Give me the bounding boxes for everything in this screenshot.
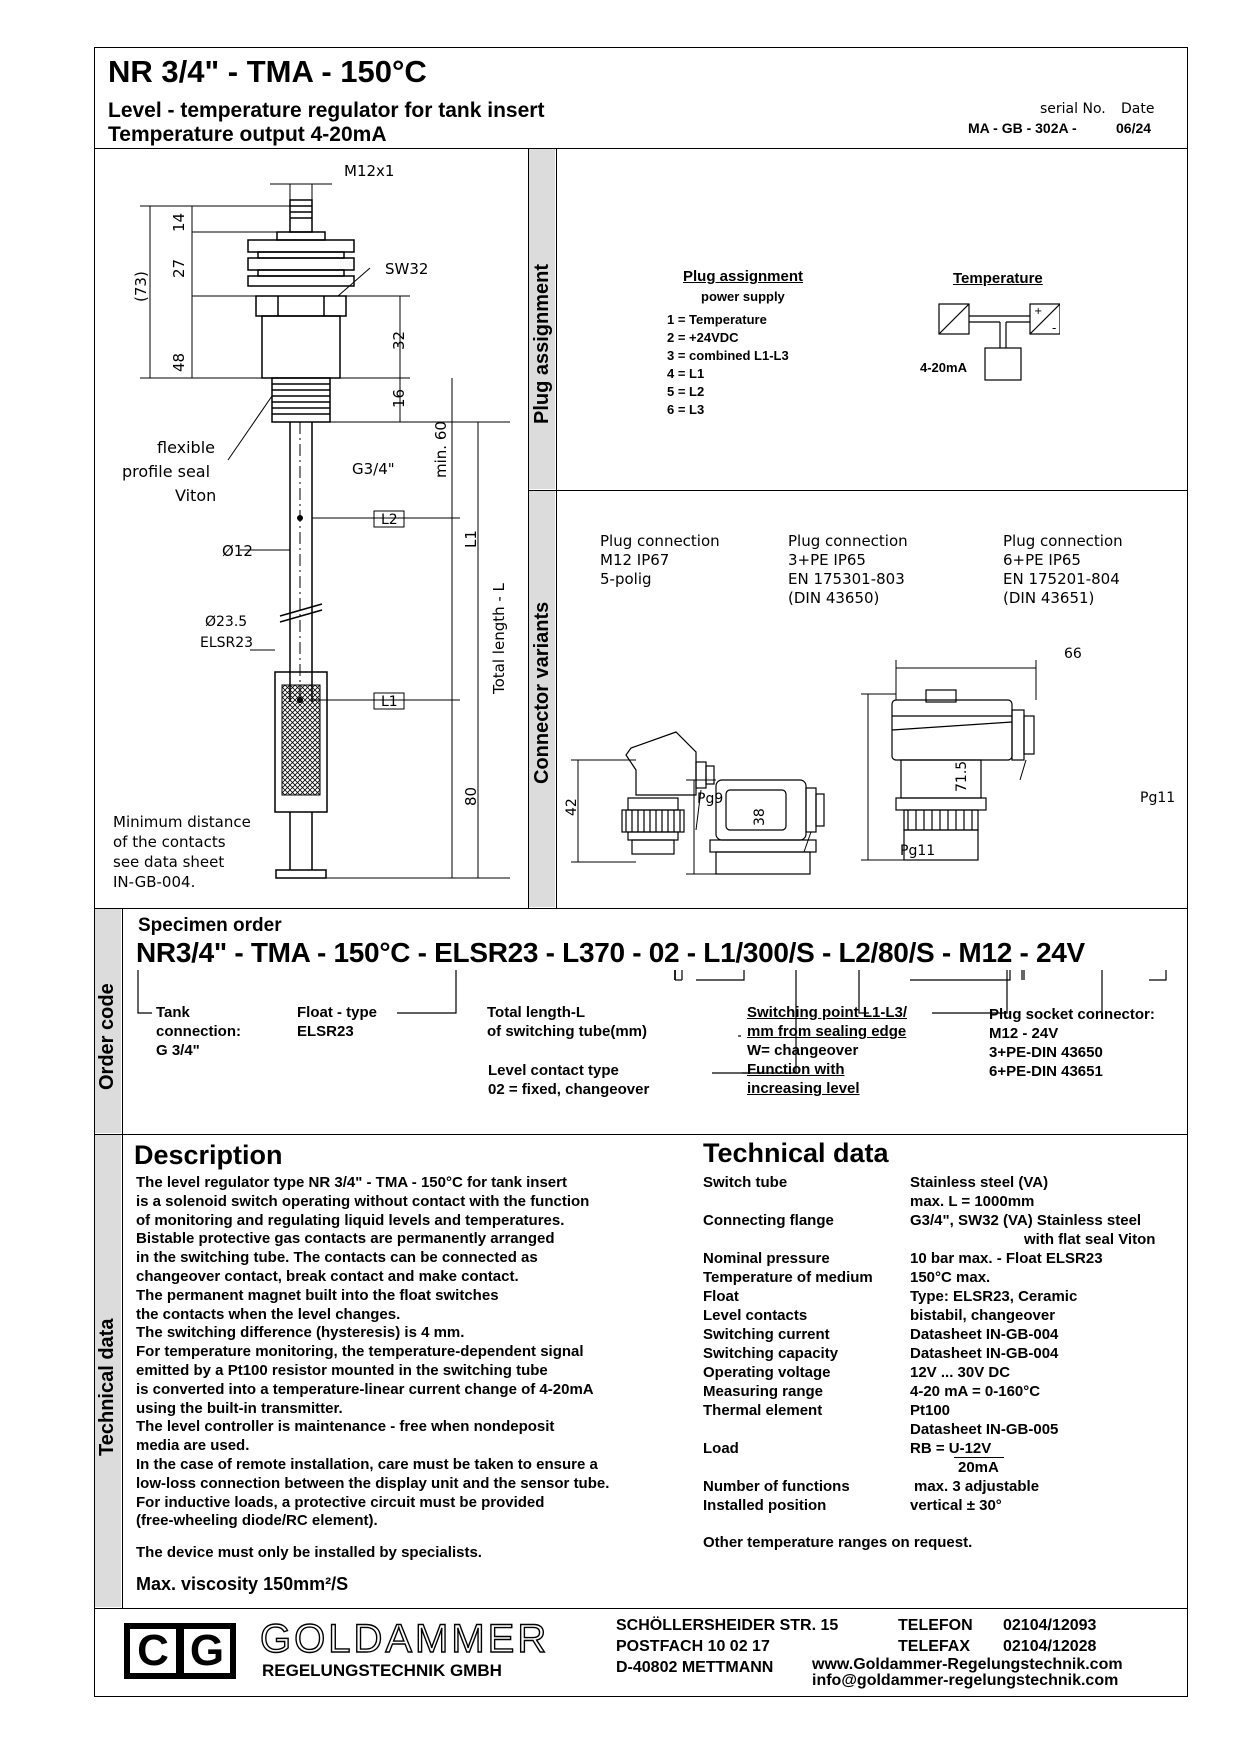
label-d235: Ø23.5 — [205, 614, 248, 630]
dim-14: 14 — [170, 212, 188, 232]
side-label-connector-variants: Connector variants — [531, 601, 553, 784]
total-length-note: Total length-L of switching tube(mm) — [487, 1004, 647, 1040]
address: SCHÖLLERSHEIDER STR. 15 POSTFACH 10 02 17 D-40802 METTMANN — [616, 1617, 839, 1676]
date-label: Date — [1121, 101, 1155, 117]
dim-27: 27 — [170, 258, 188, 278]
label-l1: L1 — [381, 694, 398, 710]
variant-m12-text: Plug connection M12 IP67 5-polig — [600, 532, 720, 588]
other-ranges-note: Other temperature ranges on request. — [703, 1534, 973, 1551]
td-label: Connecting flange — [703, 1212, 834, 1229]
svg-text:+: + — [1034, 306, 1043, 317]
email-link[interactable]: info@goldammer-regelungstechnik.com — [812, 1672, 1119, 1689]
label-elsr23: ELSR23 — [200, 635, 254, 651]
specimen-heading: Specimen order — [138, 915, 282, 936]
plug-socket-note: Plug socket connector: M12 - 24V 3+PE-DIN 43650 6+PE-DIN 43651 — [989, 1006, 1155, 1080]
variant-din43651-text: Plug connection 6+PE IP65 EN 175201-804 (DIN 43651) — [1003, 532, 1123, 607]
td-value: Type: ELSR23, Ceramic — [910, 1288, 1078, 1305]
td-label: Installed position — [703, 1497, 827, 1514]
din43651-width: 66 — [1064, 646, 1082, 662]
svg-text:-: - — [1052, 321, 1057, 335]
variant-din43650-text: Plug connection 3+PE IP65 EN 175301-803 (DIN 43650) — [788, 532, 908, 607]
dim-80: 80 — [462, 786, 480, 806]
td-value: bistabil, changeover — [910, 1307, 1056, 1324]
label-d12: Ø12 — [222, 542, 253, 560]
side-label-order-code: Order code — [96, 983, 118, 1090]
plug-assignment-heading: Plug assignment — [683, 268, 804, 285]
din43651-height: 71.5 — [954, 760, 970, 792]
logo-letter-c: C — [130, 1629, 176, 1673]
regulator-drawing — [0, 0, 530, 908]
td-label: Number of functions — [703, 1478, 850, 1495]
label-l2: L2 — [381, 512, 398, 528]
td-value: 12V ... 30V DC — [910, 1364, 1011, 1381]
td-value-load: RB = U-12V — [910, 1440, 992, 1457]
td-value: Datasheet IN-GB-004 — [910, 1326, 1059, 1343]
logo-letter-g: G — [184, 1629, 230, 1673]
td-value: 10 bar max. - Float ELSR23 — [910, 1250, 1103, 1267]
company-name: GOLDAMMER — [260, 1617, 550, 1661]
dim-73: (73) — [132, 271, 150, 302]
installation-note: The device must only be installed by specialists. — [136, 1544, 482, 1561]
dim-48: 48 — [170, 352, 188, 372]
side-label-plug-assignment: Plug assignment — [531, 263, 553, 424]
td-label: Operating voltage — [703, 1364, 831, 1381]
din43650-height: 38 — [752, 808, 768, 826]
plug-assignment-sub: power supply — [701, 289, 785, 304]
divider — [94, 1134, 1188, 1135]
side-label-technical-data: Technical data — [96, 1318, 118, 1456]
pin-list: 1 = Temperature 2 = +24VDC 3 = combined L1-L3 4 = L1 5 = L2 6 = L3 — [667, 312, 789, 417]
td-label: Nominal pressure — [703, 1250, 830, 1267]
td-label: Switching current — [703, 1326, 830, 1343]
dim-total-length: Total length - L — [490, 583, 508, 694]
website-link[interactable]: www.Goldammer-Regelungstechnik.com — [812, 1656, 1123, 1673]
td-value: max. 3 adjustable — [914, 1478, 1040, 1495]
float-type-note: Float - type ELSR23 — [297, 1004, 378, 1040]
description-text: The level regulator type NR 3/4" - TMA - 150°C for tank insert is a solenoid switch operating without contact with the function of monitoring and regulating liquid levels and temperatures. Bistable protective gas contacts are permanently arranged in the switching tube. The contacts can be connected as changeover contact, break contact and make contact. The permanent magnet built into the float switches the contacts when the level changes. The switching difference (hysteresis) is 4 mm. For temperature monitoring, the temperature-dependent signal emitted by a Pt100 resistor mounted in the switching tube is converted into a temperature-linear current change of 4-20mA using the built-in transmitter. The level controller is maintenance - free when nondeposit media are used. In the case of remote installation, care must be taken to ensure a low-loss connection between the display unit and the sensor tube. For inductive loads, a protective circuit must be provided (free-wheeling diode/RC element). — [136, 1174, 610, 1530]
td-value: max. L = 1000mm — [910, 1193, 1035, 1210]
td-value: Stainless steel (VA) — [910, 1174, 1049, 1191]
dim-l1: L1 — [462, 530, 480, 548]
order-code: NR3/4" - TMA - 150°C - ELSR23 - L370 - 02 - L1/300/S - L2/80/S - M12 - 24V — [136, 937, 1085, 968]
dim-32: 32 — [390, 330, 408, 350]
switching-point-note: Switching point L1-L3/ mm from sealing edge W= changeover Function with increasing level — [747, 1004, 907, 1097]
page-subtitle: Level - temperature regulator for tank insert — [108, 99, 545, 122]
contact-distance-note: Minimum distance of the contacts see data sheet IN-GB-004. — [113, 813, 251, 891]
contact-type-note: Level contact type 02 = fixed, changeover — [488, 1062, 650, 1098]
phone-numbers: 02104/12093 02104/12028 — [1003, 1617, 1097, 1655]
td-value: Datasheet IN-GB-004 — [910, 1345, 1059, 1362]
connector-drawings — [556, 620, 1188, 908]
label-g34: G3/4" — [352, 460, 395, 478]
td-value: Pt100 — [910, 1402, 951, 1419]
date-value: 06/24 — [1116, 120, 1152, 136]
td-label: Load — [703, 1440, 739, 1457]
description-heading: Description — [134, 1140, 283, 1170]
viscosity-note: Max. viscosity 150mm²/S — [136, 1574, 349, 1594]
temperature-heading: Temperature — [953, 270, 1043, 287]
m12-height: 42 — [564, 798, 580, 816]
serial-label: serial No. — [1040, 101, 1106, 117]
td-label: Float — [703, 1288, 739, 1305]
tank-connection-note: Tank connection: G 3/4" — [156, 1004, 241, 1059]
td-value: 150°C max. — [910, 1269, 991, 1286]
td-label: Level contacts — [703, 1307, 808, 1324]
divider — [94, 908, 1188, 909]
label-m12x1: M12x1 — [344, 162, 395, 180]
din43650-pg: Pg11 — [900, 843, 936, 859]
din43651-pg: Pg11 — [1140, 790, 1176, 806]
divider — [94, 1608, 1188, 1609]
output-label: 4-20mA — [920, 360, 967, 375]
seal-label-3: Viton — [175, 486, 217, 505]
label-sw32: SW32 — [385, 260, 429, 278]
td-label: Switching capacity — [703, 1345, 839, 1362]
td-value: Datasheet IN-GB-005 — [910, 1421, 1059, 1438]
td-value: G3/4", SW32 (VA) Stainless steel — [910, 1212, 1142, 1229]
phone-labels: TELEFON TELEFAX — [898, 1617, 973, 1655]
td-value: 20mA — [958, 1459, 999, 1476]
td-label: Switch tube — [703, 1174, 788, 1191]
page-subtitle-2: Temperature output 4-20mA — [108, 123, 387, 146]
serial-value: MA - GB - 302A - — [968, 120, 1077, 136]
seal-label-1: flexible — [157, 438, 215, 457]
td-value: vertical ± 30° — [910, 1497, 1002, 1514]
td-value: with flat seal Viton — [1024, 1231, 1156, 1248]
logo — [124, 1623, 236, 1679]
seal-label-2: profile seal — [122, 462, 211, 481]
td-label: Measuring range — [703, 1383, 824, 1400]
divider — [528, 490, 1188, 491]
td-label: Thermal element — [703, 1402, 823, 1419]
m12-pg: Pg9 — [697, 791, 724, 807]
dim-16: 16 — [390, 388, 408, 408]
td-value: 4-20 mA = 0-160°C — [910, 1383, 1041, 1400]
fraction-bar — [954, 1457, 1004, 1458]
td-label: Temperature of medium — [703, 1269, 873, 1286]
company-subtitle: REGELUNGSTECHNIK GMBH — [262, 1661, 502, 1680]
technical-data-heading: Technical data — [703, 1138, 889, 1168]
dim-min60: min. 60 — [432, 421, 450, 478]
page-title: NR 3/4" - TMA - 150°C — [108, 54, 427, 89]
